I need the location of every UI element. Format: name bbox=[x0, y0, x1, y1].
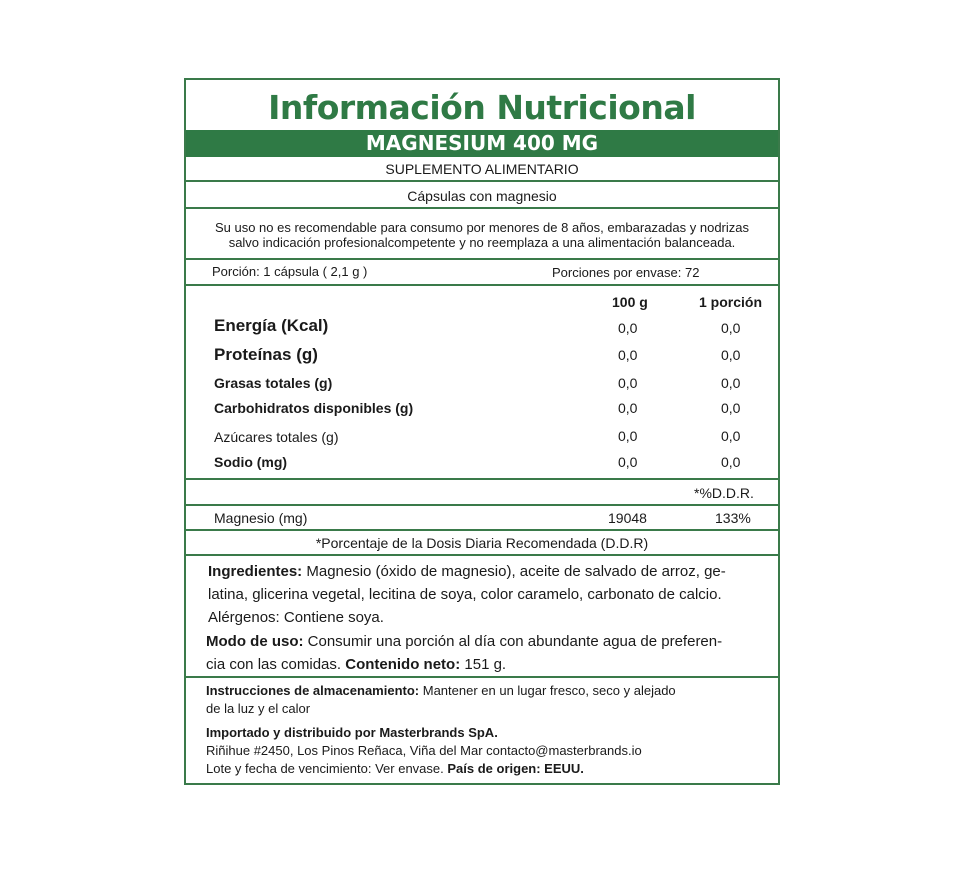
country-of-origin: País de origen: EEUU. bbox=[447, 761, 584, 776]
divider bbox=[186, 554, 778, 556]
importer-name: Importado y distribuido por Masterbrands SpA. bbox=[206, 725, 498, 740]
product-format: Cápsulas con magnesio bbox=[407, 188, 557, 204]
servings-per-container: Porciones por envase: 72 bbox=[552, 265, 700, 280]
nutrient-value-portion: 0,0 bbox=[721, 428, 741, 444]
ddr-header: *%D.D.R. bbox=[694, 485, 754, 501]
divider bbox=[186, 676, 778, 678]
ddr-value: 19048 bbox=[608, 510, 647, 526]
nutrient-name: Energía (Kcal) bbox=[214, 316, 329, 335]
divider bbox=[186, 284, 778, 286]
divider bbox=[186, 258, 778, 260]
importer-block bbox=[206, 724, 768, 778]
storage-label: Instrucciones de almacenamiento: bbox=[206, 683, 420, 698]
nutrient-name: Grasas totales (g) bbox=[214, 375, 333, 391]
ddr-footnote: *Porcentaje de la Dosis Diaria Recomendada (D.D.R) bbox=[315, 535, 649, 551]
nutrient-value-100g: 0,0 bbox=[618, 320, 638, 336]
warning-line-2: salvo indicación profesionalcompetente y no reemplaza a una alimentación balanceada. bbox=[228, 235, 736, 250]
ingredients-block bbox=[208, 560, 764, 676]
ingredients-label: Ingredientes: bbox=[208, 563, 303, 580]
divider bbox=[186, 529, 778, 531]
usage-text: cia con las comidas. bbox=[206, 656, 346, 673]
nutrient-value-portion: 0,0 bbox=[721, 320, 741, 336]
lot-info: Lote y fecha de vencimiento: Ver envase. bbox=[206, 761, 448, 776]
ingredients-text: latina, glicerina vegetal, lecitina de soya, color caramelo, carbonato de calcio. bbox=[208, 586, 722, 603]
allergens-text: Alérgenos: Contiene soya. bbox=[208, 609, 384, 626]
nutrition-label bbox=[184, 78, 780, 785]
nutrient-value-100g: 0,0 bbox=[618, 375, 638, 391]
serving-size: Porción: 1 cápsula ( 2,1 g ) bbox=[212, 264, 368, 279]
divider bbox=[186, 504, 778, 506]
nutrient-value-100g: 0,0 bbox=[618, 454, 638, 470]
nutrient-value-100g: 0,0 bbox=[618, 400, 638, 416]
column-header-portion: 1 porción bbox=[699, 294, 763, 310]
nutrient-name: Proteínas (g) bbox=[214, 345, 318, 364]
page-title: Información Nutricional bbox=[268, 88, 696, 127]
importer-address: Riñihue #2450, Los Pinos Reñaca, Viña del Mar contacto@masterbrands.io bbox=[206, 743, 642, 758]
net-content-value: 151 g. bbox=[460, 656, 507, 673]
nutrient-value-100g: 0,0 bbox=[618, 428, 638, 444]
ddr-nutrient-name: Magnesio (mg) bbox=[214, 510, 308, 526]
nutrient-name: Sodio (mg) bbox=[214, 454, 288, 470]
divider bbox=[186, 180, 778, 182]
column-header-100g: 100 g bbox=[612, 294, 648, 310]
net-content-label: Contenido neto: bbox=[345, 656, 461, 673]
storage-text: Mantener en un lugar fresco, seco y alejado bbox=[419, 683, 676, 698]
product-type: SUPLEMENTO ALIMENTARIO bbox=[385, 161, 579, 177]
nutrient-value-portion: 0,0 bbox=[721, 347, 741, 363]
nutrient-name: Carbohidratos disponibles (g) bbox=[214, 400, 414, 416]
ddr-percent: 133% bbox=[715, 510, 751, 526]
storage-block bbox=[206, 682, 768, 718]
nutrient-name: Azúcares totales (g) bbox=[214, 429, 339, 445]
product-name-band: MAGNESIUM 400 MG bbox=[186, 130, 778, 157]
divider bbox=[186, 207, 778, 209]
divider bbox=[186, 478, 778, 480]
nutrient-value-portion: 0,0 bbox=[721, 400, 741, 416]
storage-text: de la luz y el calor bbox=[206, 701, 311, 716]
nutrient-value-portion: 0,0 bbox=[721, 454, 741, 470]
ingredients-text: Magnesio (óxido de magnesio), aceite de salvado de arroz, ge- bbox=[302, 563, 726, 580]
warning-line-1: Su uso no es recomendable para consumo por menores de 8 años, embarazadas y nodrizas bbox=[214, 220, 750, 235]
usage-text: Consumir una porción al día con abundante agua de preferen- bbox=[303, 633, 723, 650]
nutrient-value-100g: 0,0 bbox=[618, 347, 638, 363]
nutrient-value-portion: 0,0 bbox=[721, 375, 741, 391]
usage-label: Modo de uso: bbox=[206, 633, 304, 650]
